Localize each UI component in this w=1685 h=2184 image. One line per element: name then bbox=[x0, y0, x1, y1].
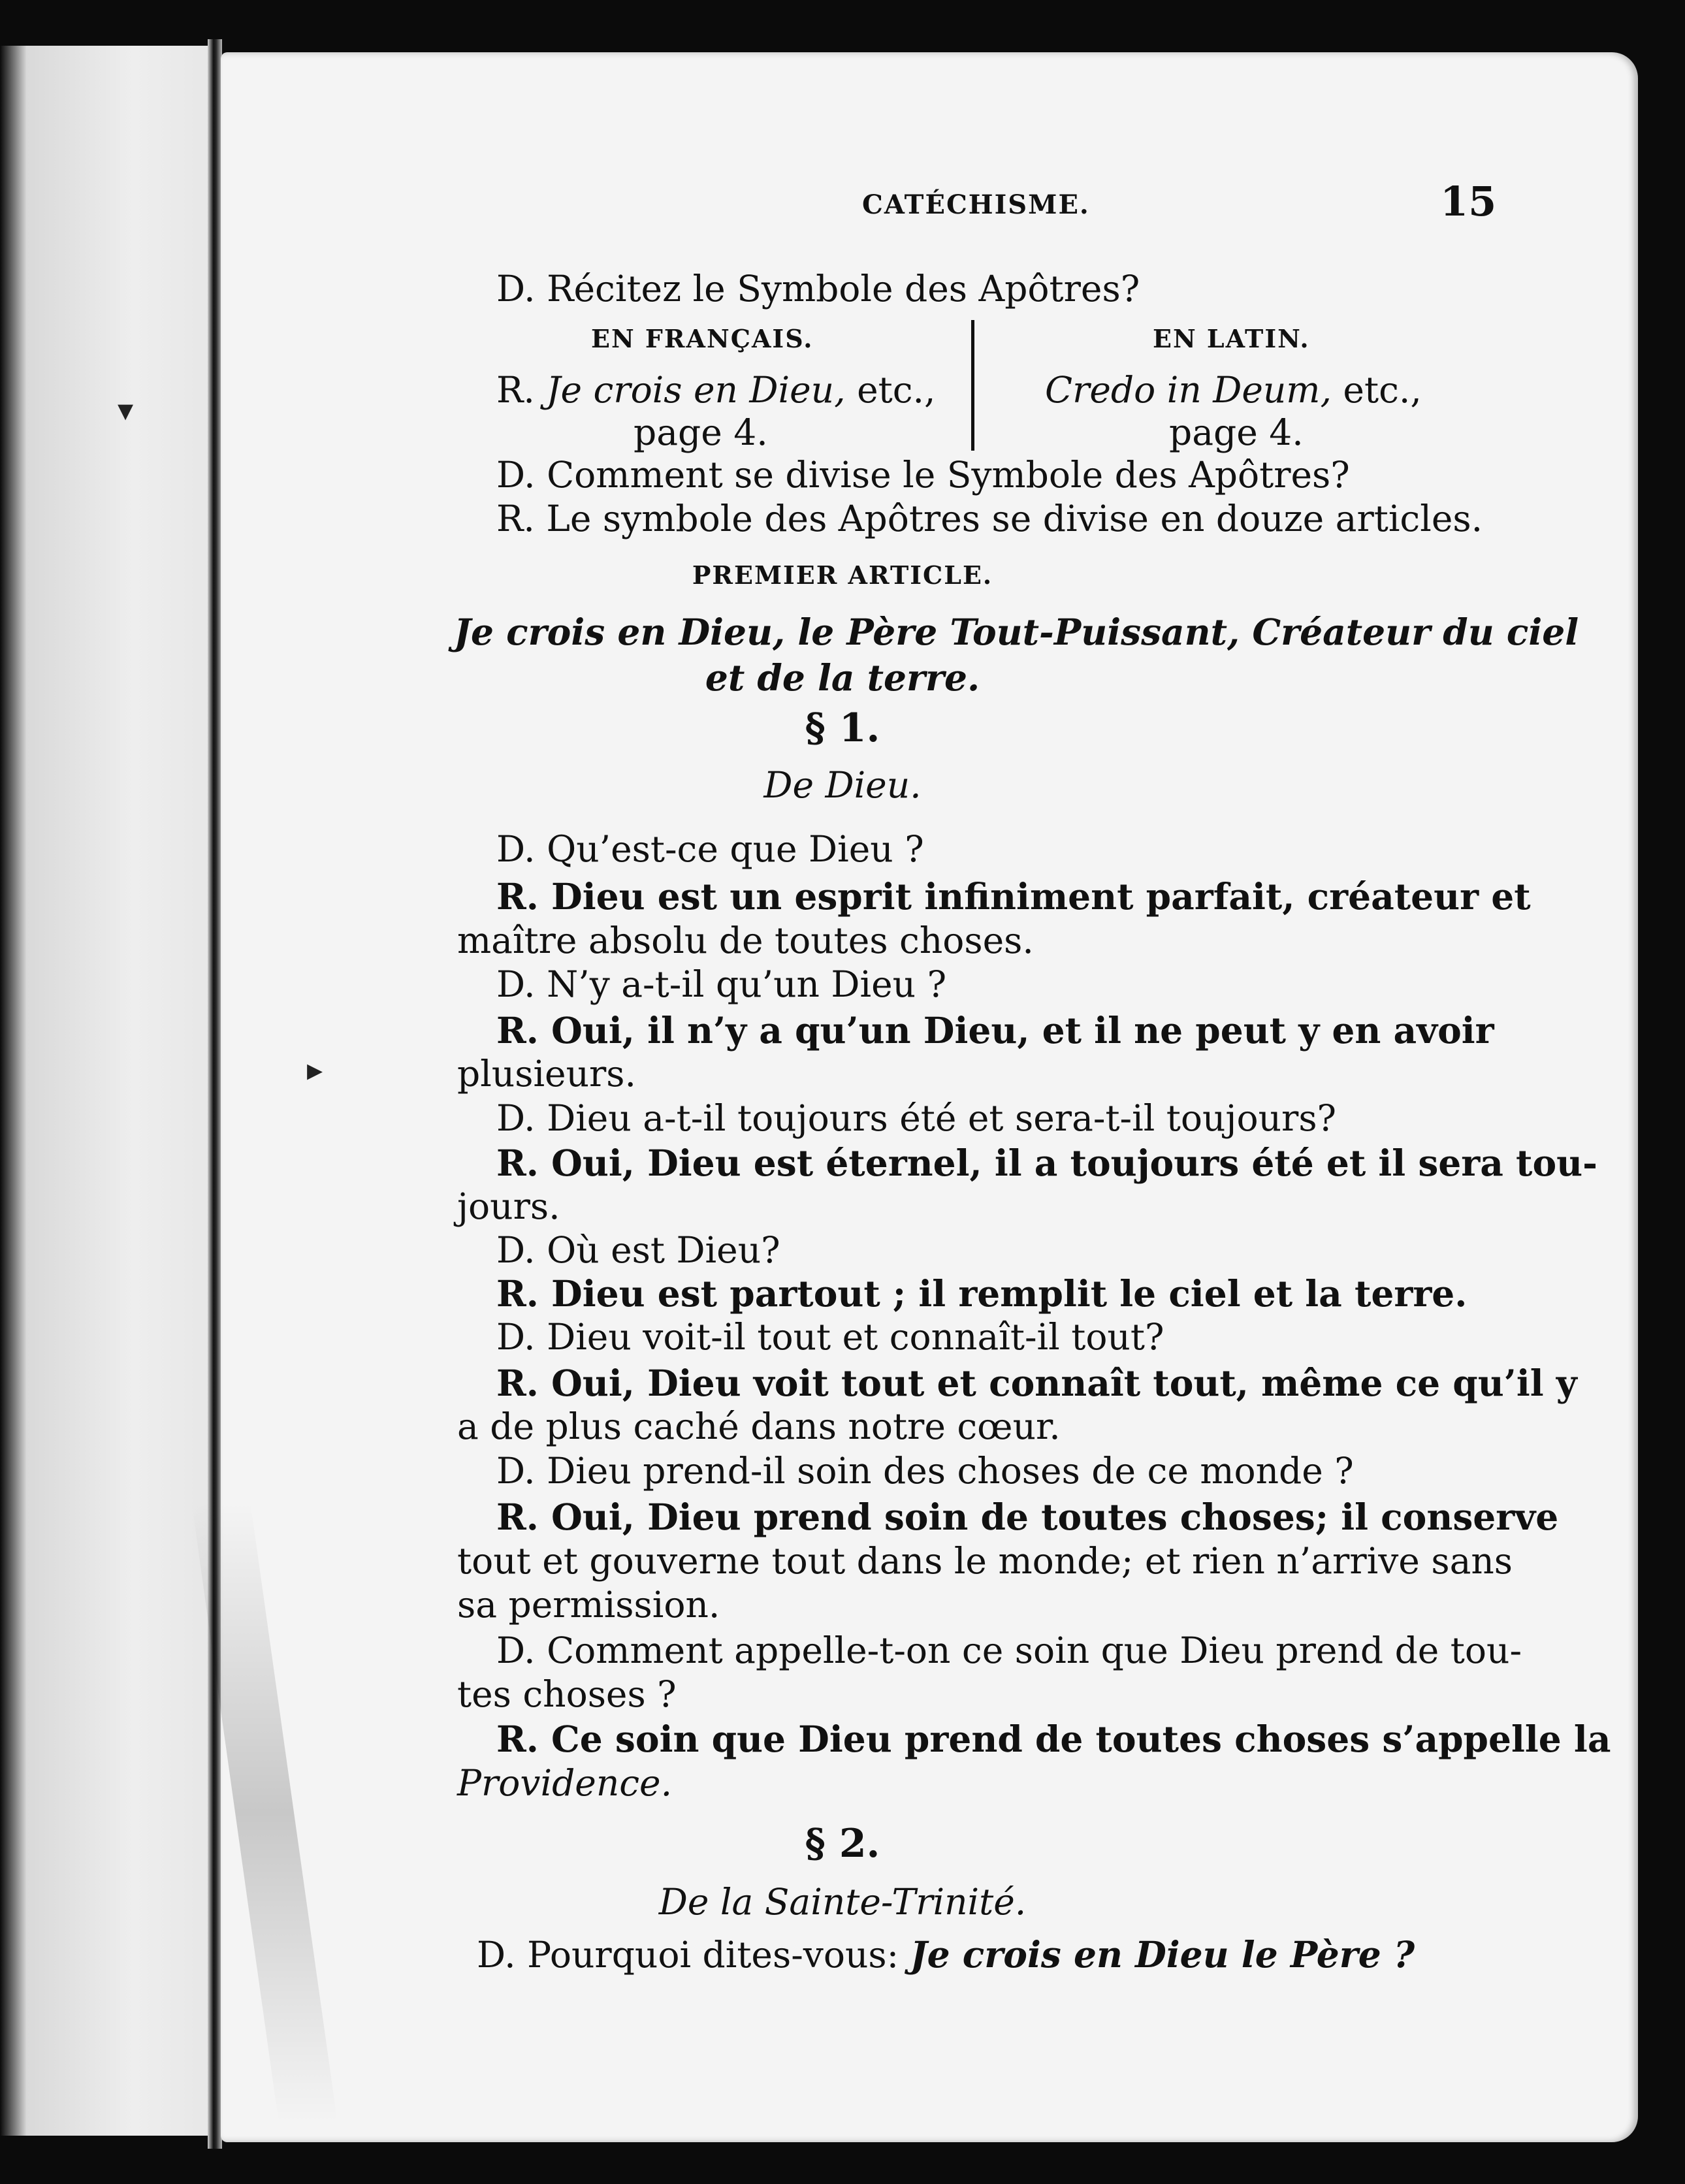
question-appelle-1: D. Comment appelle-t-on ce soin que Dieu prend de tou- bbox=[496, 1630, 1522, 1671]
section-2-mark: § 2. bbox=[805, 1821, 880, 1867]
question-appelle-2: tes choses ? bbox=[457, 1673, 677, 1715]
creed-line-1: Je crois en Dieu, le Père Tout-Puissant, Créateur du ciel bbox=[454, 611, 1579, 653]
section-1-title: De Dieu. bbox=[763, 764, 922, 806]
answer-toujours-2: jours. bbox=[457, 1185, 560, 1227]
answer-latin bbox=[1045, 369, 1422, 411]
answer-providence-2: Providence. bbox=[457, 1762, 673, 1804]
page-number: 15 bbox=[1440, 178, 1497, 225]
column-divider bbox=[971, 320, 974, 451]
column-head-francais: EN FRANÇAIS. bbox=[591, 324, 814, 353]
column-head-latin: EN LATIN. bbox=[1153, 324, 1310, 353]
answer-francais bbox=[496, 369, 935, 411]
answer-un-dieu-2: plusieurs. bbox=[457, 1053, 637, 1095]
answer-providence-1: R. Ce soin que Dieu prend de toutes choses s’appelle la bbox=[496, 1718, 1611, 1760]
answer-soin-3: sa permission. bbox=[457, 1584, 720, 1626]
question-voit: D. Dieu voit-il tout et connaît-il tout? bbox=[496, 1316, 1164, 1358]
question-un-dieu: D. N’y a-t-il qu’un Dieu ? bbox=[496, 963, 947, 1005]
answer-soin-1: R. Oui, Dieu prend soin de toutes choses; il conserve bbox=[496, 1496, 1559, 1538]
answer-voit-2: a de plus caché dans notre cœur. bbox=[457, 1405, 1061, 1447]
binding-mark: ▾ bbox=[118, 392, 134, 428]
answer-voit-1: R. Oui, Dieu voit tout et connaît tout, même ce qu’il y bbox=[496, 1362, 1577, 1404]
answer-quest-ce-1: R. Dieu est un esprit infiniment parfait, créateur et bbox=[496, 875, 1531, 918]
page-ref-la: page 4. bbox=[1169, 411, 1304, 453]
creed-line-2: et de la terre. bbox=[705, 656, 980, 699]
answer-soin-2: tout et gouverne tout dans le monde; et rien n’arrive sans bbox=[457, 1540, 1513, 1582]
answer-un-dieu-1: R. Oui, il n’y a qu’un Dieu, et il ne peut y en avoir bbox=[496, 1009, 1494, 1052]
question-toujours: D. Dieu a-t-il toujours été et sera-t-il toujours? bbox=[496, 1097, 1337, 1139]
question-quest-ce: D. Qu’est-ce que Dieu ? bbox=[496, 828, 924, 870]
section-1-mark: § 1. bbox=[805, 705, 880, 751]
answer-prefix: R. bbox=[496, 369, 535, 411]
creed-incipit-la: Credo in Deum, bbox=[1045, 369, 1332, 411]
answer-divise: R. Le symbole des Apôtres se divise en douze articles. bbox=[496, 498, 1483, 539]
etc-fr: etc., bbox=[857, 369, 936, 411]
creed-incipit-fr: Je crois en Dieu, bbox=[546, 369, 846, 411]
running-head: CATÉCHISME. bbox=[862, 189, 1090, 220]
etc-la: etc., bbox=[1343, 369, 1422, 411]
question-pourquoi bbox=[477, 1933, 1415, 1976]
question-divise: D. Comment se divise le Symbole des Apôtres? bbox=[496, 454, 1350, 496]
question-pourquoi-italic: Je crois en Dieu le Père ? bbox=[910, 1933, 1415, 1976]
answer-toujours-1: R. Oui, Dieu est éternel, il a toujours été et il sera tou- bbox=[496, 1142, 1597, 1184]
section-premier-article: PREMIER ARTICLE. bbox=[692, 560, 993, 590]
question-recitez: D. Récitez le Symbole des Apôtres? bbox=[496, 268, 1140, 310]
question-soin: D. Dieu prend-il soin des choses de ce monde ? bbox=[496, 1450, 1354, 1492]
section-2-title: De la Sainte-Trinité. bbox=[658, 1881, 1027, 1923]
answer-ou: R. Dieu est partout ; il remplit le ciel et la terre. bbox=[496, 1272, 1468, 1315]
question-pourquoi-prefix: D. Pourquoi dites-vous: bbox=[477, 1934, 899, 1976]
answer-quest-ce-2: maître absolu de toutes choses. bbox=[457, 920, 1034, 961]
question-ou: D. Où est Dieu? bbox=[496, 1229, 780, 1271]
binding-mark: ▸ bbox=[307, 1052, 323, 1088]
page-ref-fr: page 4. bbox=[634, 411, 768, 453]
